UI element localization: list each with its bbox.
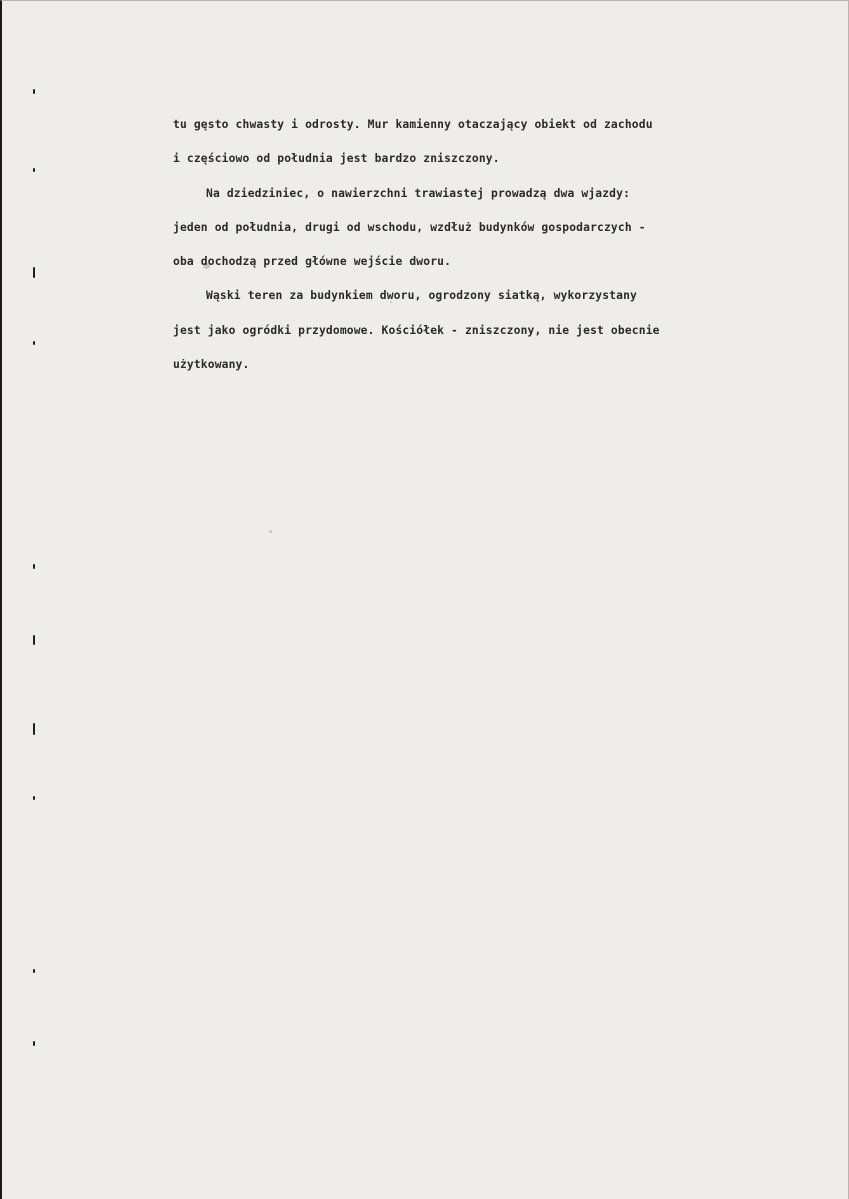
document-body xyxy=(173,114,793,388)
text-line: oba dochodzą przed główne wejście dworu. xyxy=(173,255,452,269)
text-line: jeden od południa, drugi od wschodu, wzdłuż budynków gospodarczych - xyxy=(173,220,646,234)
binding-mark xyxy=(33,1041,35,1046)
text-line: użytkowany. xyxy=(173,358,250,372)
binding-mark xyxy=(33,89,35,94)
text-line: jest jako ogródki przydomowe. Kościółek - zniszczony, nie jest obecnie xyxy=(173,323,660,337)
paper-speck xyxy=(269,530,272,533)
text-line: i częściowo od południa jest bardzo zniszczony. xyxy=(173,152,500,166)
binding-mark xyxy=(33,796,35,800)
paragraph-start-line: Wąski teren za budynkiem dworu, ogrodzony siatką, wykorzystany xyxy=(206,289,637,303)
binding-mark xyxy=(33,635,35,645)
paragraph-start-line: Na dziedziniec, o nawierzchni trawiastej prowadzą dwa wjazdy: xyxy=(206,186,631,200)
binding-mark xyxy=(33,341,35,345)
text-line: tu gęsto chwasty i odrosty. Mur kamienny otaczający obiekt od zachodu xyxy=(173,118,653,131)
binding-mark xyxy=(33,969,35,973)
binding-mark xyxy=(33,267,35,278)
binding-mark xyxy=(33,564,35,569)
binding-mark xyxy=(33,168,35,172)
binding-mark xyxy=(33,723,35,735)
